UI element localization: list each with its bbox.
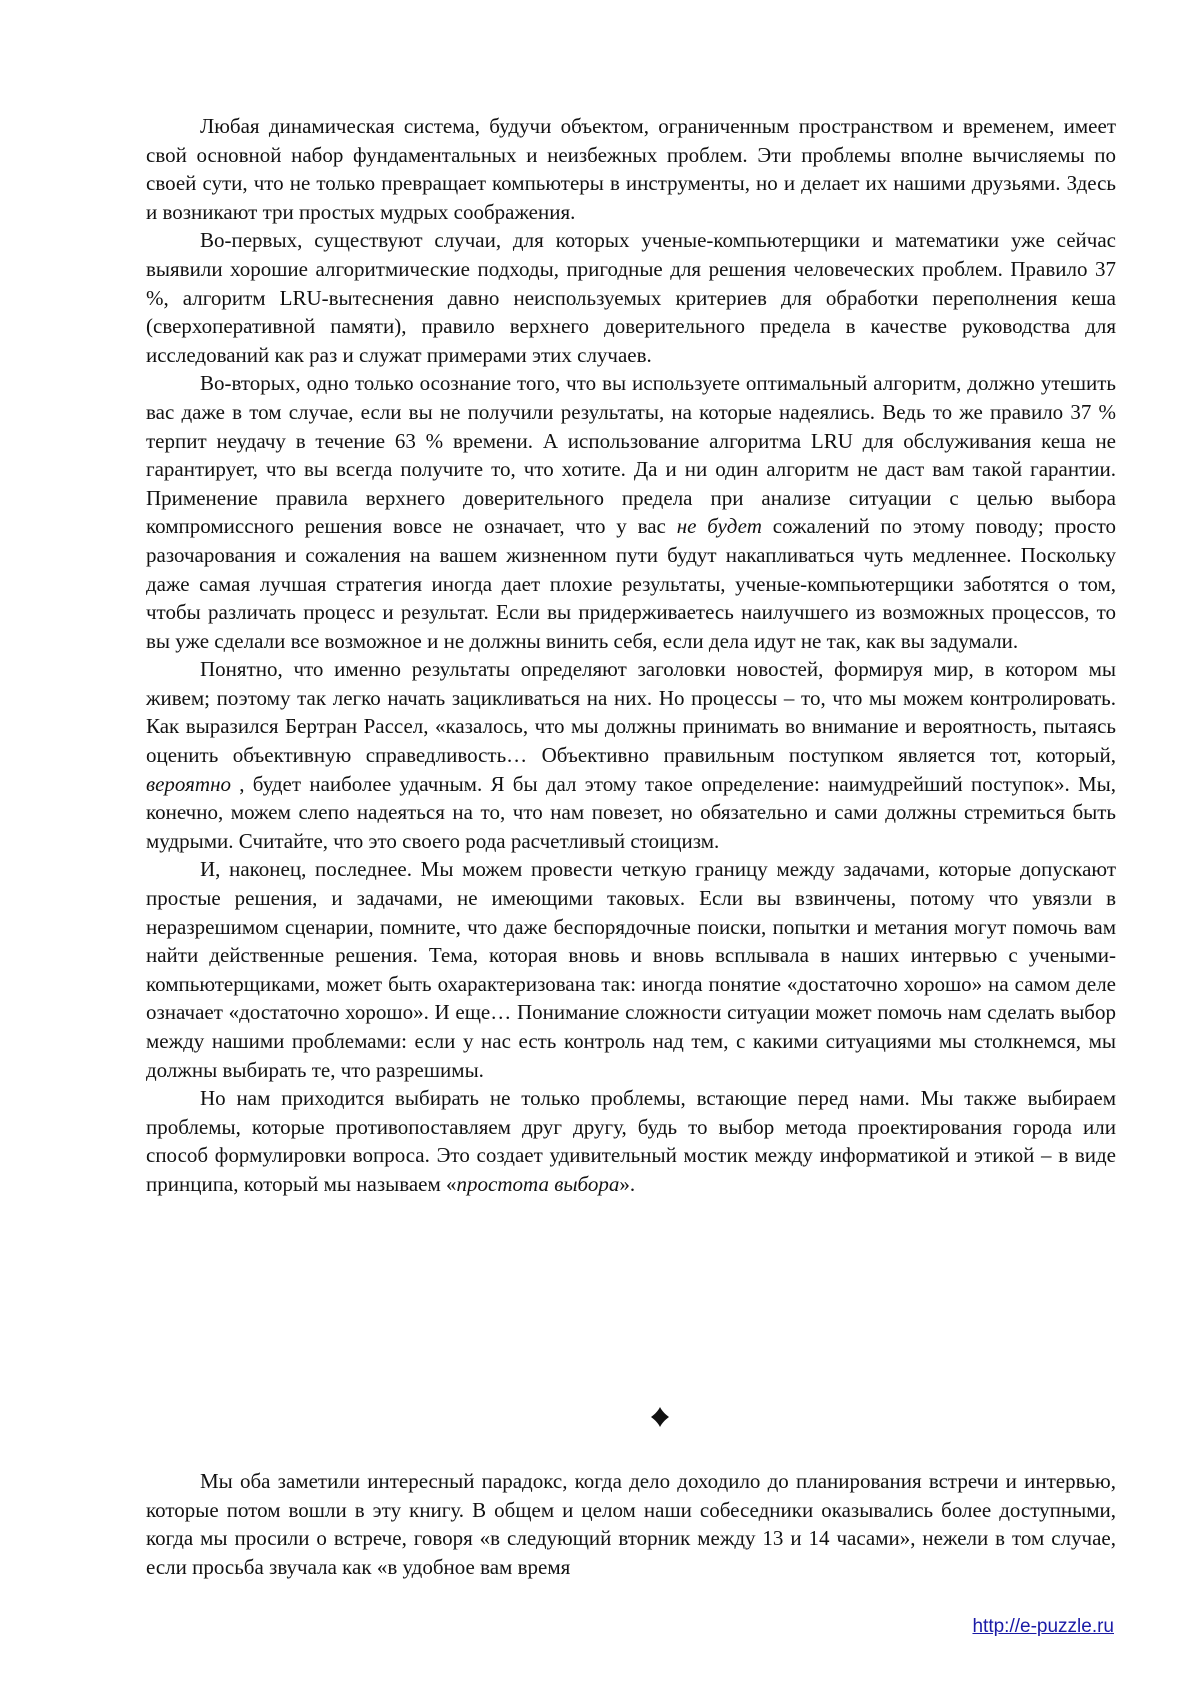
text-run: Понятно, что именно результаты определяют заголовки новостей, формируя мир, в котором мы живем; поэтому так легко начать зацикливаться на них. Но процессы – то, что мы можем контролировать. Как выразился Бертран Рассел, «казалось, что мы должны принимать во внимание и вероятность, пытаясь оценить объективную справедливость… Объективно правильным поступком является тот, который,: [146, 657, 1116, 768]
text-run: Во-первых, существуют случаи, для которых ученые-компьютерщики и математики уже сейчас выявили хорошие алгоритмические подходы, пригодные для решения человеческих проблем. Правило 37 %, алгоритм LRU-вытеснения давно неиспользуемых критериев для обработки переполнения кеша (сверхоперативной памяти), правило верхнего доверительного предела в качестве руководства для исследований как раз и служат примерами этих случаев.: [146, 228, 1116, 367]
paragraph: [146, 112, 1116, 226]
paragraph: [146, 1467, 1116, 1581]
footer-link[interactable]: http://e-puzzle.ru: [972, 1616, 1114, 1637]
text-run: И, наконец, последнее. Мы можем провести четкую границу между задачами, которые допускают простые решения, и задачами, не имеющими таковых. Если вы взвинчены, потому что увязли в неразрешимом сценарии, помните, что даже беспорядочные поиски, попытки и метания могут помочь вам найти действенные решения. Тема, которая вновь и вновь всплывала в наших интервью с учеными-компьютерщиками, может быть охарактеризована так: иногда понятие «достаточно хорошо» на самом деле означает «достаточно хорошо». И еще… Понимание сложности ситуации может помочь нам сделать выбор между нашими проблемами: если у нас есть контроль над тем, с какими ситуациями мы столкнемся, мы должны выбирать те, что разрешимы.: [146, 857, 1116, 1082]
text-run: , будет наиболее удачным. Я бы дал этому такое определение: наимудрейший поступок». Мы, конечно, можем слепо надеяться на то, что нам повезет, но обязательно и сами должны стремиться быть мудрыми. Считайте, что это своего рода расчетливый стоицизм.: [146, 771, 1116, 853]
text-run: Мы оба заметили интересный парадокс, когда дело доходило до планирования встречи и интервью, которые потом вошли в эту книгу. В общем и целом наши собеседники оказывались более доступными, когда мы просили о встрече, говоря «в следующий вторник между 13 и 14 часами», нежели в том случае, если просьба звучала как «в удобное вам время: [146, 1469, 1116, 1579]
paragraph: [146, 855, 1116, 1084]
text-run: Но нам приходится выбирать не только проблемы, встающие перед нами. Мы также выбираем проблемы, которые противопоставляем друг другу, будь то выбор метода проектирования города или способ формулировки вопроса. Это создает удивительный мостик между информатикой и этикой – в виде принципа, который мы называем «: [146, 1086, 1116, 1196]
paragraph: [146, 655, 1116, 855]
main-text-block: [146, 112, 1116, 1199]
text-run: сожалений по этому поводу; просто разочарования и сожаления на вашем жизненном пути будут накапливаться чуть медленнее. Поскольку даже самая лучшая стратегия иногда дает плохие результаты, ученые-компьютерщики заботятся о том, чтобы различать процесс и результат. Если вы придерживаетесь наилучшего из возможных процессов, то вы уже сделали все возможное и не должны винить себя, если дела идут не так, как вы задумали.: [146, 514, 1117, 653]
italic-text: вероятно: [146, 771, 232, 796]
diamond-ornament-icon: [650, 1406, 670, 1428]
italic-text: простота выбора: [456, 1171, 620, 1196]
text-run: Любая динамическая система, будучи объектом, ограниченным пространством и временем, имеет свой основной набор фундаментальных и неизбежных проблем. Эти проблемы вполне вычисляемы по своей сути, что не только превращает компьютеры в инструменты, но и делает их нашими друзьями. Здесь и возникают три простых мудрых соображения.: [146, 114, 1116, 224]
paragraph: [146, 1084, 1116, 1198]
text-run: ».: [619, 1171, 636, 1196]
second-text-block: [146, 1467, 1116, 1581]
italic-text: не будет: [676, 514, 762, 539]
text-run: Во-вторых, одно только осознание того, что вы используете оптимальный алгоритм, должно утешить вас даже в том случае, если вы не получили результаты, на которые надеялись. Ведь то же правило 37 % терпит неудачу в течение 63 % времени. А использование алгоритма LRU для обслуживания кеша не гарантирует, что вы всегда получите то, что хотите. Да и ни один алгоритм не даст вам такой гарантии. Применение правила верхнего доверительного предела при анализе ситуации с целью выбора компромиссного решения вовсе не означает, что у вас: [146, 371, 1116, 539]
paragraph: [146, 369, 1116, 655]
paragraph: [146, 226, 1116, 369]
